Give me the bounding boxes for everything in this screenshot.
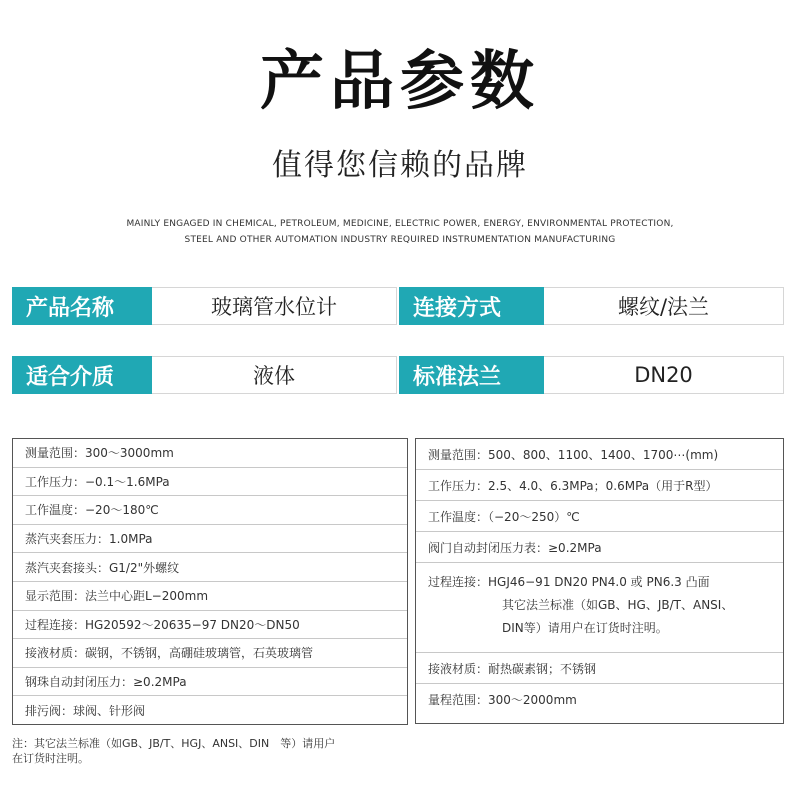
table-row: 测量范围：300～3000mm <box>13 439 407 468</box>
table-row: 接液材质：耐热碳素钢；不锈钢 <box>416 653 783 684</box>
tagline-line-2: STEEL AND OTHER AUTOMATION INDUSTRY REQUIRED INSTRUMENTATION MANUFACTURING <box>184 235 616 245</box>
table-row: 测量范围：500、800、1100、1400、1700⋯(mm) <box>416 439 783 470</box>
page-title: 产品参数 <box>260 45 540 119</box>
table-row: 工作压力：2.5、4.0、6.3MPa；0.6MPa（用于R型） <box>416 470 783 501</box>
table-row: 过程连接：HG20592～20635−97 DN20～DN50 <box>13 611 407 640</box>
parameter-table-right <box>415 438 784 724</box>
table-row: 排污阀：球阀、针形阀 <box>25 704 146 719</box>
page-subtitle: 值得您信赖的品牌 <box>272 148 528 183</box>
spec-value: 玻璃管水位计 <box>152 287 397 325</box>
table-row: 显示范围：法兰中心距L−200mm <box>13 582 407 611</box>
footnote <box>12 736 392 766</box>
spec-label: 连接方式 <box>399 287 544 325</box>
process-line-3: DIN等）请用户在订货时注明。 <box>502 621 668 635</box>
table-row: 钢珠自动封闭压力：≥0.2MPa <box>13 668 407 697</box>
process-line-1: 过程连接：HGJ46−91 DN20 PN4.0 或 PN6.3 凸面 <box>428 575 710 589</box>
table-row: 工作温度：（−20～250）℃ <box>416 501 783 532</box>
spec-product-name <box>12 287 397 325</box>
spec-connection <box>399 287 784 325</box>
spec-value: 液体 <box>152 356 397 394</box>
spec-flange <box>399 356 784 394</box>
table-row: 蒸汽夹套压力：1.0MPa <box>13 525 407 554</box>
spec-value: 螺纹/法兰 <box>544 287 784 325</box>
footnote-line-2: 在订货时注明。 <box>12 752 89 765</box>
spec-label: 标准法兰 <box>399 356 544 394</box>
parameter-table-left <box>12 438 408 725</box>
table-row: 量程范围：300～2000mm <box>428 693 577 707</box>
table-row: 阀门自动封闭压力表：≥0.2MPa <box>416 532 783 563</box>
spec-medium <box>12 356 397 394</box>
spec-label: 适合介质 <box>12 356 152 394</box>
process-line-2: 其它法兰标准（如GB、HG、JB/T、ANSI、 <box>502 598 734 612</box>
table-row: 工作温度：−20～180℃ <box>13 496 407 525</box>
spec-value: DN20 <box>544 356 784 394</box>
table-row-process-connection <box>416 563 783 653</box>
table-row: 接液材质：碳钢，不锈钢，高硼硅玻璃管，石英玻璃管 <box>13 639 407 668</box>
footnote-line-1: 注：其它法兰标准（如GB、JB/T、HGJ、ANSI、DIN 等）请用户 <box>12 737 336 750</box>
table-row: 蒸汽夹套接头：G1/2"外螺纹 <box>13 553 407 582</box>
tagline-line-1: MAINLY ENGAGED IN CHEMICAL, PETROLEUM, MEDICINE, ELECTRIC POWER, ENERGY, ENVIRONMENTAL PROTECTION, <box>126 219 674 229</box>
spec-label: 产品名称 <box>12 287 152 325</box>
table-row: 工作压力：−0.1～1.6MPa <box>13 468 407 497</box>
